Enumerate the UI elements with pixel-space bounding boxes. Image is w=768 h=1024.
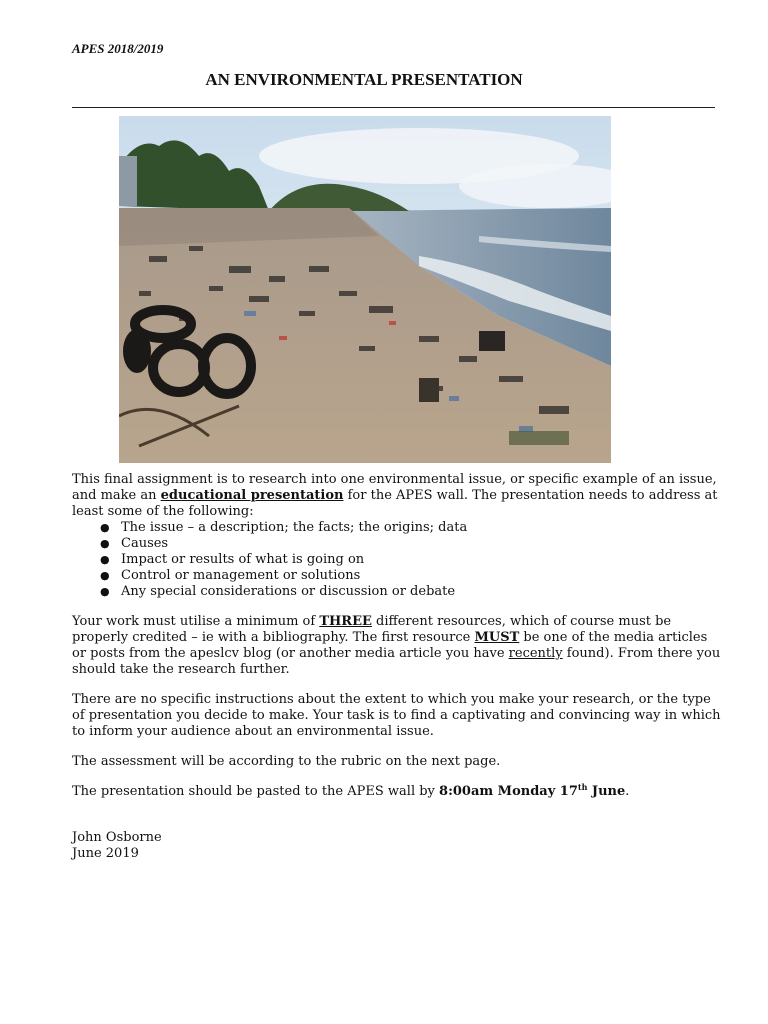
list-item-text: Any special considerations or discussion or debate <box>121 584 456 599</box>
bullet-icon: ● <box>100 553 110 566</box>
signature-block <box>72 830 722 862</box>
intro-paragraph <box>72 472 722 520</box>
beach-pollution-photo <box>119 116 611 463</box>
assessment-paragraph: The assessment will be according to the rubric on the next page. <box>72 754 501 769</box>
assignment-body <box>72 472 722 862</box>
list-item <box>100 552 722 568</box>
list-item-text: Causes <box>121 536 169 551</box>
deadline-text: The presentation should be pasted to the APES wall by <box>72 784 440 799</box>
resources-text-3: be one of the media articles or posts from the apeslcv blog (or another media article you have <box>72 630 708 661</box>
deadline-period: . <box>625 784 630 799</box>
deadline-month: June <box>587 784 626 799</box>
resources-text-4: found). From there you should take the research further. <box>72 646 721 677</box>
list-item <box>100 520 722 536</box>
intro-emphasis: educational presentation <box>160 488 344 503</box>
bullet-icon: ● <box>100 521 110 534</box>
list-item-text: The issue – a description; the facts; the origins; data <box>121 520 468 535</box>
signature-date: June 2019 <box>72 846 139 861</box>
list-item <box>100 584 722 600</box>
resources-text-1: Your work must utilise a minimum of <box>72 614 320 629</box>
resources-emphasis-three: THREE <box>319 614 372 629</box>
course-header: APES 2018/2019 <box>72 41 164 56</box>
resources-emphasis-recently: recently <box>508 646 563 661</box>
resources-emphasis-must: MUST <box>474 630 520 645</box>
bullet-icon: ● <box>100 537 110 550</box>
document-title: AN ENVIRONMENTAL PRESENTATION <box>205 70 523 89</box>
resources-paragraph <box>72 614 722 678</box>
title-divider <box>72 107 715 108</box>
intro-text-1: This final assignment is to research into one environmental issue, or specific example of an issue, and make an <box>72 472 717 503</box>
deadline-ordinal: th <box>577 782 588 792</box>
list-item <box>100 568 722 584</box>
list-item-text: Impact or results of what is going on <box>121 552 365 567</box>
list-item <box>100 536 722 552</box>
resources-text-2: different resources, which of course must be properly credited – ie with a bibliography. The first resource <box>72 614 672 645</box>
intro-text-2: for the APES wall. The presentation needs to address at least some of the following: <box>72 488 718 519</box>
bullet-icon: ● <box>100 585 110 598</box>
deadline-paragraph <box>72 784 722 800</box>
topic-list <box>72 520 722 600</box>
bullet-icon: ● <box>100 569 110 582</box>
deadline-time: 8:00am Monday 17 <box>439 784 578 799</box>
list-item-text: Control or management or solutions <box>121 568 361 583</box>
instructions-paragraph: There are no specific instructions about the extent to which you make your research, or the type of presentation you decide to make. Your task is to find a captivating and convincing way in which to inform your audience about an environmental issue. <box>72 692 721 739</box>
author-name: John Osborne <box>72 830 162 845</box>
